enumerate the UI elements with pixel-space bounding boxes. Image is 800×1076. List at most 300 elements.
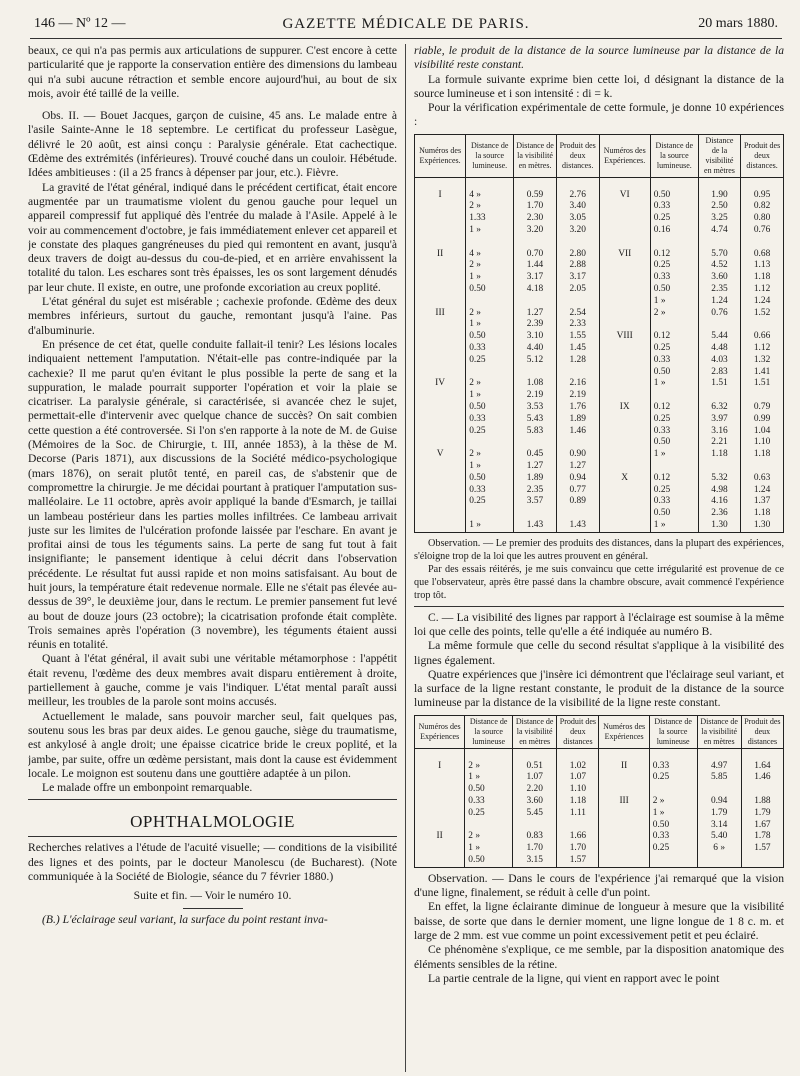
- table-cell: 0.25: [650, 260, 698, 272]
- table-cell: [556, 508, 599, 520]
- table-cell: [466, 296, 514, 308]
- columns: [28, 44, 784, 1072]
- table-cell: [415, 820, 465, 832]
- table-cell: 4.03: [698, 355, 740, 367]
- column-header: Produit des deux distances: [741, 715, 783, 748]
- article-title: Recherches relatives a l'étude de l'acuité visuelle; — conditions de la visibilité des lignes et des points, par le docteur Manolescu (de Bucharest). (Note communiquée à la Société de Biologie, séance du 7 février 1880.): [28, 841, 397, 884]
- table-cell: 1.07: [557, 772, 599, 784]
- table-row: [415, 190, 784, 202]
- table-cell: 1 »: [650, 378, 698, 390]
- column-header: Distance de la source lumineuse.: [466, 134, 514, 177]
- table-cell: [599, 461, 650, 473]
- table-cell: [557, 820, 599, 832]
- table-cell: 2 »: [466, 260, 514, 272]
- table-cell: 1 »: [650, 449, 698, 461]
- table-cell: 0.76: [698, 308, 740, 320]
- table-cell: 1.18: [741, 508, 784, 520]
- table-cell: 0.50: [466, 331, 514, 343]
- table-cell: 1.30: [741, 520, 784, 532]
- table-cell: 0.50: [465, 855, 513, 867]
- table-cell: 1.12: [741, 343, 784, 355]
- table-cell: [415, 237, 466, 249]
- table-cell: [415, 201, 466, 213]
- table-cell: 4.48: [698, 343, 740, 355]
- table-cell: 1.08: [514, 378, 557, 390]
- table-cell: [698, 177, 740, 189]
- table-cell: 1.30: [698, 520, 740, 532]
- table-cell: 4.98: [698, 485, 740, 497]
- table-cell: 2.30: [514, 213, 557, 225]
- table-cell: [741, 177, 784, 189]
- table-cell: [698, 390, 740, 402]
- table-cell: IX: [599, 402, 650, 414]
- table-cell: [599, 319, 650, 331]
- table-cell: 4 »: [466, 249, 514, 261]
- table-cell: 1.18: [557, 796, 599, 808]
- table-cell: [514, 508, 557, 520]
- table-row: [415, 485, 784, 497]
- table-cell: [415, 284, 466, 296]
- table-cell: 1.10: [557, 784, 599, 796]
- table-cell: 0.25: [466, 426, 514, 438]
- table-cell: [599, 260, 650, 272]
- table-cell: 0.99: [741, 414, 784, 426]
- table-cell: 0.25: [465, 808, 513, 820]
- table-cell: [741, 390, 784, 402]
- table-row: [415, 414, 784, 426]
- table-cell: 2 »: [466, 308, 514, 320]
- table-cell: [599, 414, 650, 426]
- table-cell: [415, 855, 465, 867]
- table-cell: 0.50: [650, 284, 698, 296]
- table-cell: 1.24: [698, 296, 740, 308]
- table-cell: 5.40: [697, 831, 741, 843]
- journal-title: GAZETTE MÉDICALE DE PARIS.: [282, 16, 530, 32]
- table-cell: 1.89: [556, 414, 599, 426]
- table-cell: VIII: [599, 331, 650, 343]
- table-cell: 0.33: [465, 796, 513, 808]
- table-row: [415, 831, 784, 843]
- table-cell: 1.76: [556, 402, 599, 414]
- table-cell: [741, 748, 783, 760]
- table-cell: 5.70: [698, 249, 740, 261]
- paragraph: riable, le produit de la distance de la source lumineuse par la distance de la visibilité reste constant.: [414, 44, 784, 72]
- table-cell: 1.13: [741, 260, 784, 272]
- table-cell: [466, 237, 514, 249]
- paragraph: C. — La visibilité des lignes par rapport à l'éclairage est soumise à la même loi que celle des points, telle qu'elle a été indiquée au numéro B.: [414, 610, 784, 638]
- table-cell: 4.74: [698, 225, 740, 237]
- table-cell: 2.19: [556, 390, 599, 402]
- table-cell: [599, 520, 650, 532]
- table-row: [415, 761, 784, 773]
- divider: [183, 908, 243, 909]
- table-cell: IV: [415, 378, 466, 390]
- table-cell: 4.52: [698, 260, 740, 272]
- left-column: [28, 44, 406, 1072]
- table-cell: 3.20: [514, 225, 557, 237]
- table-cell: [650, 177, 698, 189]
- table-cell: [599, 355, 650, 367]
- table-cell: 1 »: [466, 272, 514, 284]
- table-cell: 0.25: [466, 496, 514, 508]
- table-cell: 2 »: [465, 761, 513, 773]
- table-row: [415, 378, 784, 390]
- paragraph: Ce phénomène s'explique, ce me semble, par la disposition anatomique des éléments sensibles de la rétine.: [414, 943, 784, 971]
- table-cell: [599, 296, 650, 308]
- table-row: [415, 437, 784, 449]
- table-cell: 1 »: [465, 843, 513, 855]
- table-cell: [741, 461, 784, 473]
- table-cell: 1.57: [741, 843, 783, 855]
- table-cell: 3.15: [513, 855, 557, 867]
- table-cell: 0.50: [650, 437, 698, 449]
- table-cell: 2.35: [514, 485, 557, 497]
- table-cell: 1.02: [557, 761, 599, 773]
- table-cell: [650, 461, 698, 473]
- table-cell: [415, 485, 466, 497]
- table-cell: 1 »: [466, 225, 514, 237]
- table-cell: [557, 748, 599, 760]
- table-row: [415, 784, 784, 796]
- table-cell: II: [415, 831, 465, 843]
- table-cell: 1.79: [741, 808, 783, 820]
- table-cell: 0.50: [650, 367, 698, 379]
- table-cell: 1.44: [514, 260, 557, 272]
- table-cell: 2 »: [650, 308, 698, 320]
- table-cell: 0.33: [649, 761, 697, 773]
- table-cell: [599, 367, 650, 379]
- table-cell: 0.25: [650, 485, 698, 497]
- column-header: Produit des deux distances.: [556, 134, 599, 177]
- table-cell: [599, 437, 650, 449]
- table-cell: 1.46: [556, 426, 599, 438]
- column-header: Distance de la source lumineuse: [465, 715, 513, 748]
- table-row: [415, 796, 784, 808]
- table-cell: [698, 237, 740, 249]
- table-row: [415, 249, 784, 261]
- table-cell: [599, 485, 650, 497]
- table-cell: [415, 426, 466, 438]
- table-cell: [415, 296, 466, 308]
- table-cell: 1.66: [557, 831, 599, 843]
- table-cell: 0.82: [741, 201, 784, 213]
- table-cell: 0.94: [697, 796, 741, 808]
- table-cell: 0.59: [514, 190, 557, 202]
- table-cell: [514, 237, 557, 249]
- table-cell: 2 »: [466, 449, 514, 461]
- table-cell: [415, 496, 466, 508]
- table-cell: [599, 284, 650, 296]
- table-cell: 0.66: [741, 331, 784, 343]
- table-cell: 1 »: [650, 296, 698, 308]
- table-cell: 2 »: [466, 378, 514, 390]
- column-header: Distance de la visibilité en mètres.: [514, 134, 557, 177]
- table-cell: [599, 843, 649, 855]
- column-header: Numéros des Expériences: [599, 715, 649, 748]
- table-cell: 1.32: [741, 355, 784, 367]
- paragraph: La même formule que celle du second résultat s'applique à la visibilité des lignes également.: [414, 639, 784, 667]
- table-cell: 1.67: [741, 820, 783, 832]
- table-cell: 2.35: [698, 284, 740, 296]
- table-cell: [556, 237, 599, 249]
- table-cell: 1.70: [557, 843, 599, 855]
- table-cell: [415, 319, 466, 331]
- paragraph: Le malade offre un embonpoint remarquable.: [42, 781, 253, 795]
- table-cell: 3.25: [698, 213, 740, 225]
- table-cell: 0.33: [650, 496, 698, 508]
- paragraph: Quant à l'état général, il avait subi une véritable métamorphose : l'appétit était revenu, l'œdème des deux membres avait disparu entièrement à droite, partiellement à gauche, comme je vais l'indiquer. L'état mental paraît aussi meilleur, les troubles de la parole sont moins accusés.: [28, 652, 397, 709]
- table-cell: 0.12: [650, 331, 698, 343]
- table-cell: [514, 367, 557, 379]
- table-cell: 0.94: [556, 473, 599, 485]
- table-row: [415, 272, 784, 284]
- table-cell: 2.05: [556, 284, 599, 296]
- table-cell: 1.11: [557, 808, 599, 820]
- table-cell: 0.89: [556, 496, 599, 508]
- table-cell: [415, 177, 466, 189]
- table-cell: [415, 343, 466, 355]
- table-cell: [599, 201, 650, 213]
- table-cell: [514, 177, 557, 189]
- table-cell: [599, 237, 650, 249]
- table-cell: [599, 378, 650, 390]
- table-cell: 1.45: [556, 343, 599, 355]
- table-cell: [513, 820, 557, 832]
- table-row: [415, 355, 784, 367]
- table-row: [415, 390, 784, 402]
- table-cell: 3.53: [514, 402, 557, 414]
- table-cell: 5.43: [514, 414, 557, 426]
- table-cell: 0.12: [650, 402, 698, 414]
- continuation-note: Suite et fin. — Voir le numéro 10.: [133, 889, 292, 903]
- table-cell: [514, 437, 557, 449]
- table-cell: 0.51: [513, 761, 557, 773]
- page-header: [30, 14, 782, 39]
- table-cell: 0.70: [514, 249, 557, 261]
- table-cell: [599, 772, 649, 784]
- paragraph: beaux, ce qui n'a pas permis aux articulations de suppurer. C'est encore à cette particularité que je rapporte la conservation entière des dimensions du lambeau qui n'a subi aucune rétraction et semble encore aujourd'hui, au bout de six mois, avoir été taillé de la veille.: [28, 44, 397, 100]
- table-cell: [599, 820, 649, 832]
- table-cell: 0.50: [466, 473, 514, 485]
- table-cell: [599, 177, 650, 189]
- table-cell: 1.70: [514, 201, 557, 213]
- table-cell: [465, 820, 513, 832]
- table-row: [415, 508, 784, 520]
- table-cell: 0.25: [650, 213, 698, 225]
- table-cell: [415, 843, 465, 855]
- table-cell: 2.20: [513, 784, 557, 796]
- table-cell: [466, 508, 514, 520]
- table-cell: VII: [599, 249, 650, 261]
- table-cell: 3.20: [556, 225, 599, 237]
- table-cell: 2.88: [556, 260, 599, 272]
- paragraph: Quatre expériences que j'insère ici démontrent que l'éclairage seul variant, et la surface de la ligne restant constante, le produit de la distance de la source lumineuse par la distance de la visibilité de la ligne reste constant.: [414, 667, 784, 710]
- table-cell: III: [415, 308, 466, 320]
- table-cell: 0.33: [650, 426, 698, 438]
- section-title: OPHTHALMOLOGIE: [130, 812, 295, 832]
- table-cell: [650, 390, 698, 402]
- table-cell: 5.45: [513, 808, 557, 820]
- table-cell: [599, 508, 650, 520]
- table-cell: [415, 390, 466, 402]
- column-header: Distance de la visibilité en mètres: [513, 715, 557, 748]
- table-cell: [599, 426, 650, 438]
- table-cell: 1 »: [466, 390, 514, 402]
- table-cell: 1.64: [741, 761, 783, 773]
- table-cell: 3.17: [556, 272, 599, 284]
- table-cell: 0.12: [650, 249, 698, 261]
- table-cell: [697, 855, 741, 867]
- table-cell: [415, 260, 466, 272]
- table-cell: 1.12: [741, 284, 784, 296]
- table-cell: 2 »: [466, 201, 514, 213]
- paragraph: La partie centrale de la ligne, qui vient en rapport avec le point: [428, 971, 720, 985]
- table-cell: [556, 177, 599, 189]
- table-cell: 2.54: [556, 308, 599, 320]
- table-cell: 2.16: [556, 378, 599, 390]
- table-cell: 0.95: [741, 190, 784, 202]
- table-cell: 0.33: [466, 485, 514, 497]
- table-row: [415, 308, 784, 320]
- table-cell: 1.18: [741, 449, 784, 461]
- issue-date: 20 mars 1880.: [698, 16, 778, 31]
- table-cell: 3.16: [698, 426, 740, 438]
- column-header: Distance de la source lumineuse.: [650, 134, 698, 177]
- paragraph: La gravité de l'état général, indiqué dans le précédent certificat, était encore augmentée par un traumatisme violent du genou gauche pour lequel un appareil compressif fut appliqué dès l'entrée du malade à l'Asile. Appelé à le voir au commencement d'octobre, je fais immédiatement enlever cet appareil et je constate des plaques gangréneuses du pied qui remontent en avant, jusqu'à deux travers de doigt au-dessus du cou-de-pied, et en arrière envahissent la totalité du talon. Les eschares sont très épaisses, les os sont largement dénudés par leur chute. Il existe, en outre, une profonde excoriation au creux poplité.: [28, 180, 397, 294]
- table-cell: [697, 784, 741, 796]
- table-cell: 0.25: [650, 343, 698, 355]
- observation-note: Par des essais réitérés, je me suis convaincu que cette irrégularité est provenue de ce que l'observateur, après être passé dans la chambre obscure, avait commencé l'expérience trop tôt.: [414, 563, 784, 601]
- table-row: [415, 449, 784, 461]
- table-cell: 0.80: [741, 213, 784, 225]
- table-cell: [415, 520, 466, 532]
- table-cell: [698, 461, 740, 473]
- table-cell: 0.50: [466, 284, 514, 296]
- table-cell: [415, 473, 466, 485]
- table-cell: 1.79: [697, 808, 741, 820]
- divider: [414, 606, 784, 607]
- table-cell: 1 »: [466, 520, 514, 532]
- table-cell: [649, 748, 697, 760]
- table-row: [415, 331, 784, 343]
- table-cell: 5.83: [514, 426, 557, 438]
- experiments-table-points: [414, 134, 784, 533]
- table-cell: 2.80: [556, 249, 599, 261]
- table-cell: 1 »: [465, 772, 513, 784]
- table-row: [415, 748, 784, 760]
- table-cell: 5.32: [698, 473, 740, 485]
- table-cell: 4.16: [698, 496, 740, 508]
- table-cell: [415, 225, 466, 237]
- table-cell: [415, 355, 466, 367]
- table-cell: [599, 784, 649, 796]
- table-cell: [650, 319, 698, 331]
- table-cell: 1.51: [741, 378, 784, 390]
- table-cell: [741, 855, 783, 867]
- table-cell: [415, 461, 466, 473]
- table-cell: [741, 319, 784, 331]
- observation-heading: Obs. II. — Bouet Jacques, garçon de cuisine, 45 ans. Le malade entre à l'asile Sainte-Anne le 18 septembre. Le certificat du professeur Lasègue, délivré le 20 août, est ainsi conçu : Paralysie générale. Etat cachectique. Œdème des extrémités (inférieures). Trouvé couché dans un couloir. Hébétude. Idées ambitieuses : (il a 25 francs à dépenser par jour, etc.). Fièvre.: [28, 109, 397, 180]
- table-cell: [599, 308, 650, 320]
- table-cell: 5.85: [697, 772, 741, 784]
- divider: [28, 836, 397, 837]
- table-cell: 3.40: [556, 201, 599, 213]
- table-row: [415, 520, 784, 532]
- table-cell: 1.43: [556, 520, 599, 532]
- table-cell: 1.51: [698, 378, 740, 390]
- table-cell: 2.19: [514, 390, 557, 402]
- table-cell: 2.50: [698, 201, 740, 213]
- table-cell: 1.04: [741, 426, 784, 438]
- table-cell: 0.79: [741, 402, 784, 414]
- table-cell: I: [415, 761, 465, 773]
- table-cell: [599, 225, 650, 237]
- table-cell: 2.76: [556, 190, 599, 202]
- table-row: [415, 808, 784, 820]
- table-cell: 1.10: [741, 437, 784, 449]
- table-cell: 1.33: [466, 213, 514, 225]
- table-row: [415, 496, 784, 508]
- table-cell: 1.24: [741, 296, 784, 308]
- table-cell: 1.07: [513, 772, 557, 784]
- table-cell: 3.14: [697, 820, 741, 832]
- table-cell: 1 »: [650, 520, 698, 532]
- table-cell: 6 »: [697, 843, 741, 855]
- table-cell: [415, 784, 465, 796]
- table-cell: [698, 319, 740, 331]
- paragraph: En effet, la ligne éclairante diminue de longueur à mesure que la visibilité baisse, de sorte que dans le dernier moment, une ligne longue de 1 8 c. m. et large de 2 mm. est vue comme un point excessivement petit et peu éclairé.: [414, 900, 784, 942]
- table-cell: 1 »: [466, 461, 514, 473]
- table-cell: 1 »: [466, 319, 514, 331]
- table-cell: [415, 748, 465, 760]
- table-cell: [415, 808, 465, 820]
- table-cell: 0.25: [649, 772, 697, 784]
- table-cell: 1.28: [556, 355, 599, 367]
- table-cell: [514, 296, 557, 308]
- table-cell: [599, 855, 649, 867]
- table-cell: [599, 390, 650, 402]
- table-cell: [599, 343, 650, 355]
- right-column: [406, 44, 784, 1072]
- paragraph: En présence de cet état, quelle conduite fallait-il tenir? Les lésions locales indiquaient nettement l'amputation. N'était-elle pas contre-indiquée par la cachexie? Il me parut qu'en évitant le plus possible la perte de sang et la suppuration, le malade pourrait supporter l'opération et voir la plaie se cicatriser. La paralysie générale, si caractérisée, si avancée chez le sujet, permettait-elle d'intervenir avec quelque chance de succès? On sait combien cette question a été controversée. Si l'on s'en rapporte à la note de M. de Guise (Mémoires de la Soc. de Chirurgie, t. III, année 1853), à la thèse de M. Decorse (Paris 1871), aux discussions de la Société médico-psychologique (mars 1876), on serait plutôt tenté, en pareil cas, de s'abstenir que de compromettre la chirurgie. Je me décidai pourtant à pratiquer l'amputation sus-malléolaire. Le 11 octobre, après avoir appliqué la bande d'Esmarch, je taillai un lambeau postérieur dans les parties molles infiltrées. Ce lambeau arrivait juste sur les limites de l'ulcération profonde laissée par l'eschare. En avant je profitai ainsi de tous les téguments sains. La perte de sang fut tout à fait insignifiante; le pansement identique à celui décrit dans l'observation précédente. Le résultat fut aussi rapide et non moins satisfaisant. Au bout de huit jours, la température était redevenue normale. Elle ne s'était pas élevée au-dessus de 39°, le deuxième jour, dans le rectum. Le premier pansement fut levé au bout de douze jours (23 octobre); la cicatrisation profonde était complète. Trois semaines après l'opération (3 novembre), les téguments étaient aussi réunis en totalité.: [28, 337, 397, 652]
- divider: [28, 799, 397, 800]
- table-cell: 2 »: [465, 831, 513, 843]
- column-header: Numéros des Expériences.: [599, 134, 650, 177]
- table-row: [415, 426, 784, 438]
- table-cell: [415, 213, 466, 225]
- table-cell: 4.18: [514, 284, 557, 296]
- table-cell: [599, 831, 649, 843]
- table-cell: [556, 437, 599, 449]
- table-cell: [415, 437, 466, 449]
- table-cell: [466, 437, 514, 449]
- table-cell: 0.33: [650, 201, 698, 213]
- table-cell: 0.16: [650, 225, 698, 237]
- table-cell: [415, 272, 466, 284]
- table-row: [415, 772, 784, 784]
- table-cell: 1.57: [557, 855, 599, 867]
- table-cell: 0.33: [466, 414, 514, 426]
- table-cell: [741, 237, 784, 249]
- table-cell: [556, 296, 599, 308]
- table-cell: 1.78: [741, 831, 783, 843]
- table-cell: 0.50: [650, 190, 698, 202]
- table-row: [415, 213, 784, 225]
- table-cell: 0.25: [650, 414, 698, 426]
- table-row: [415, 473, 784, 485]
- table-row: [415, 343, 784, 355]
- table-cell: [556, 367, 599, 379]
